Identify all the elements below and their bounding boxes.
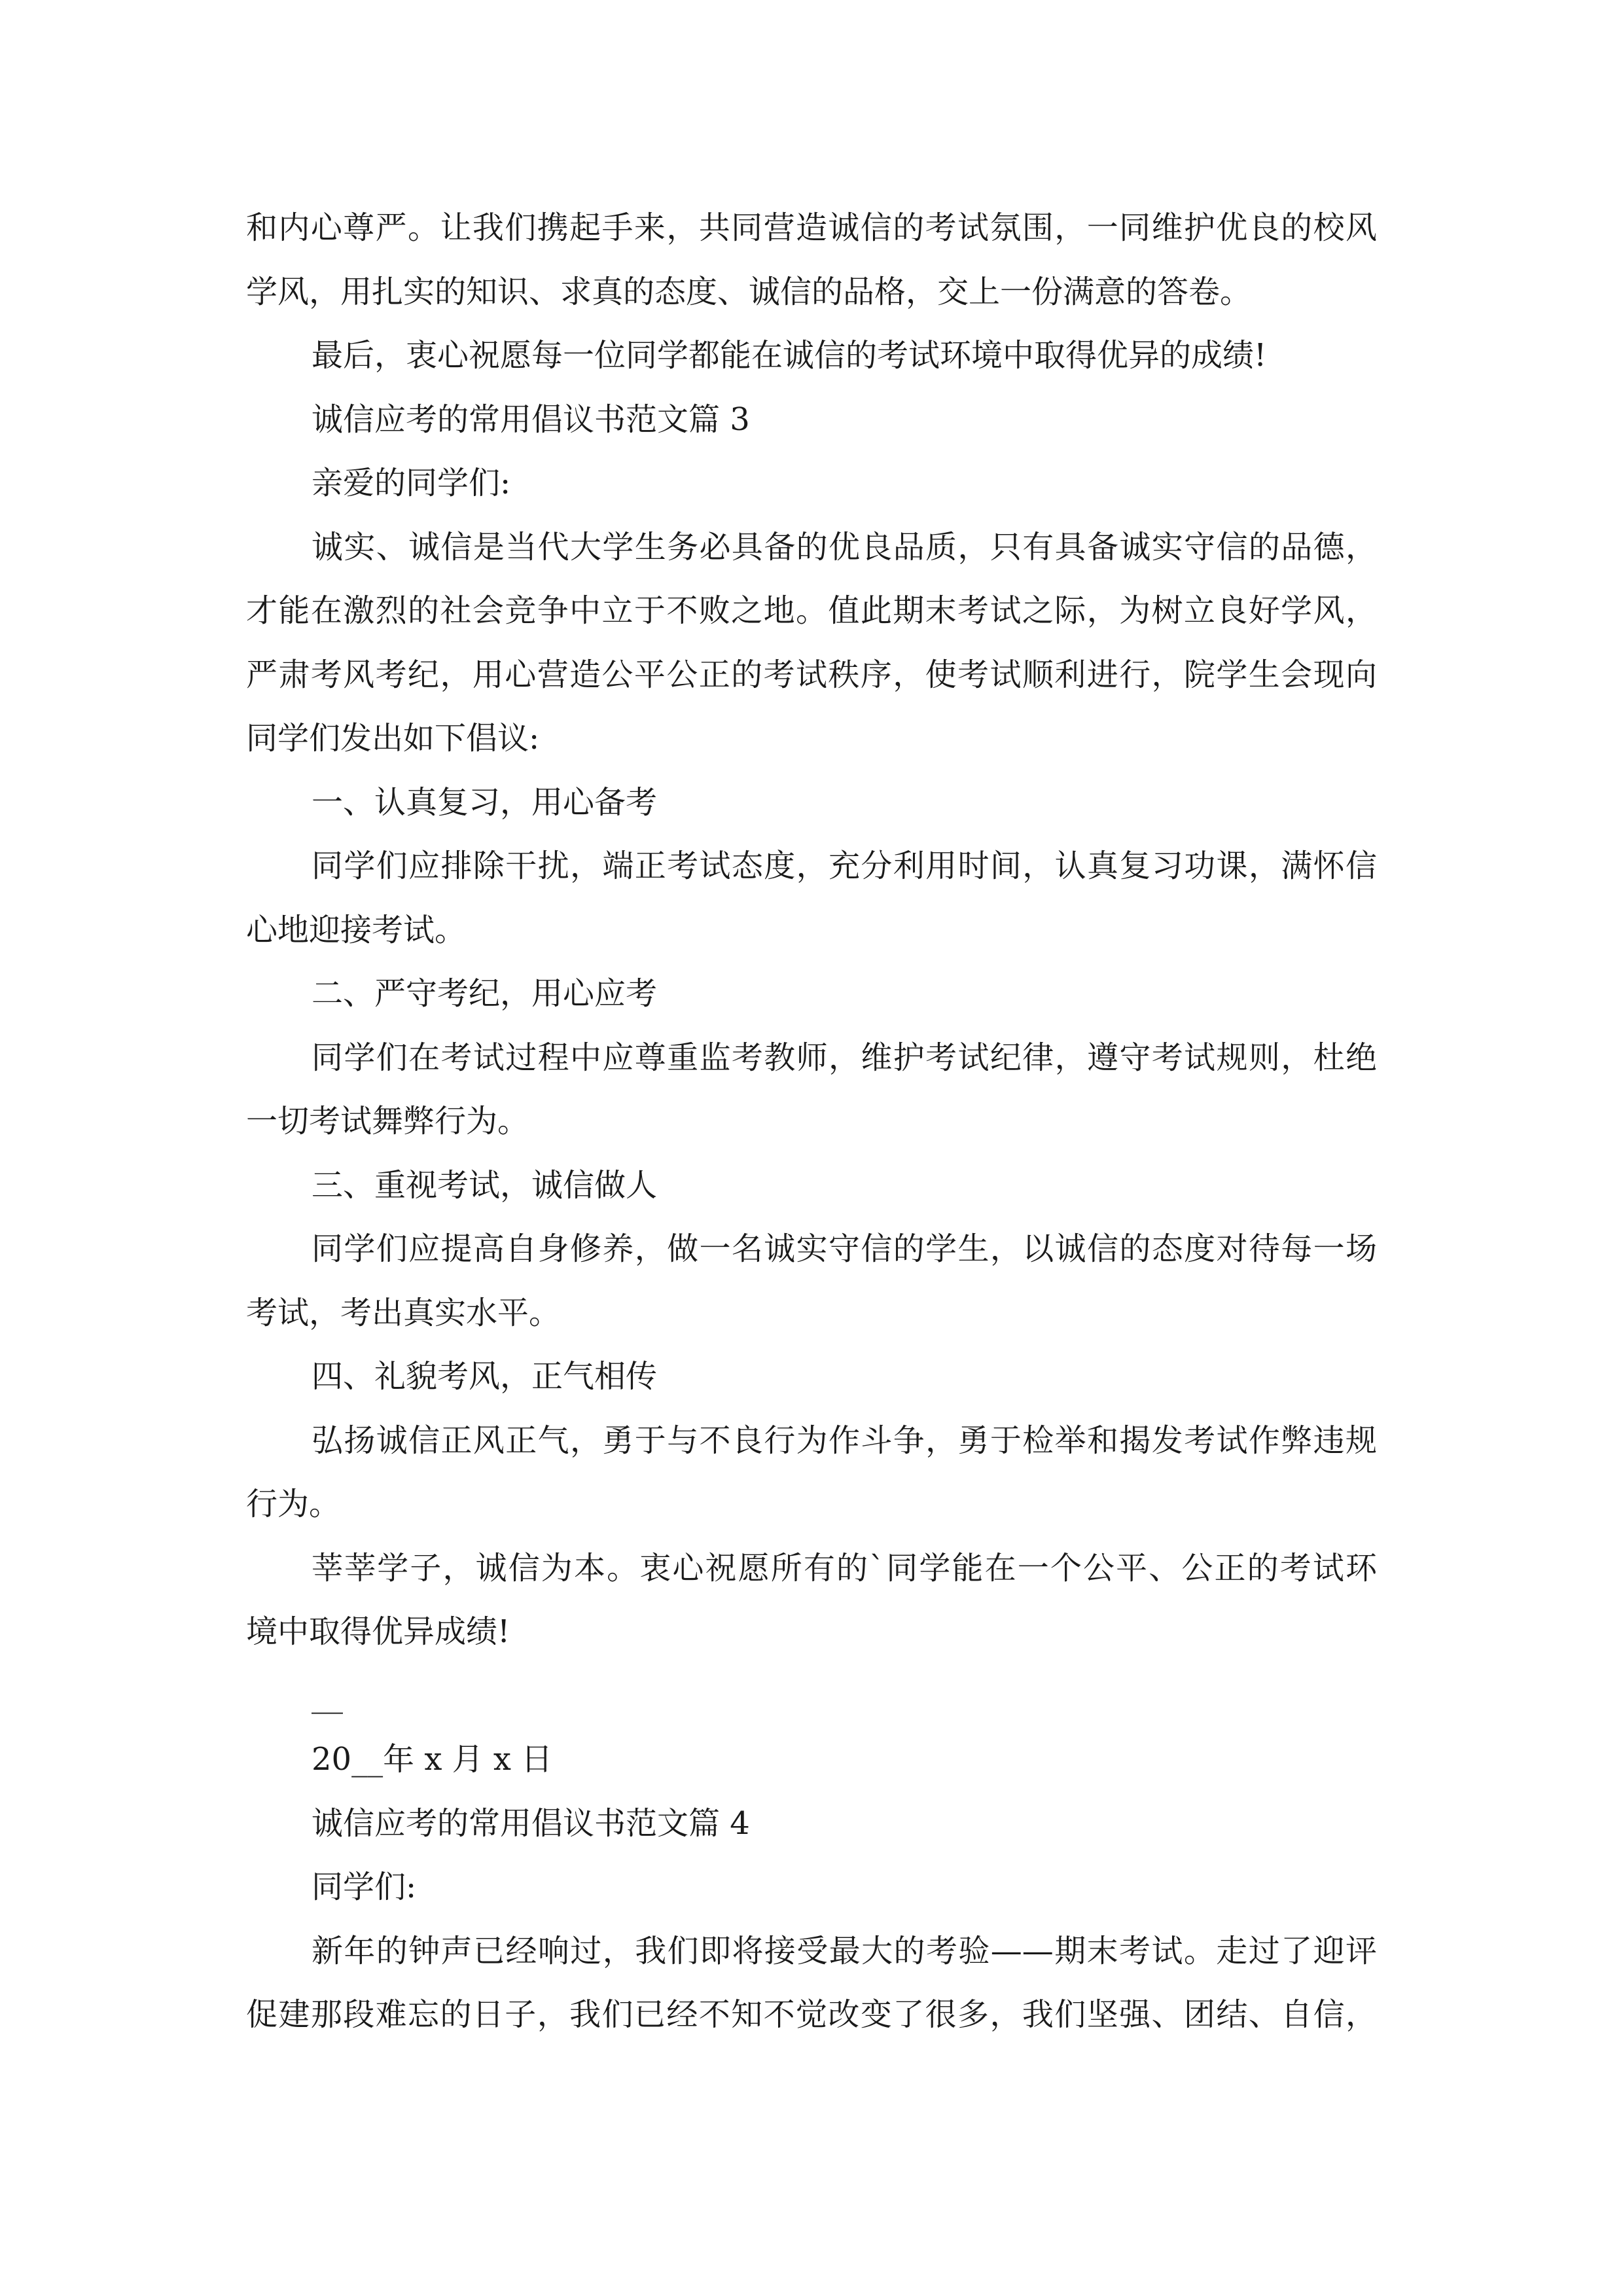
text-line: 和内心尊严。让我们携起手来，共同营造诚信的考试氛围，一同维护优良的校风 <box>246 209 1377 246</box>
point-heading: 一、认真复习，用心备考 <box>312 783 658 821</box>
text-line: 同学们应排除干扰，端正考试态度，充分利用时间，认真复习功课，满怀信 <box>312 848 1377 884</box>
text-line: 新年的钟声已经响过，我们即将接受最大的考验——期末考试。走过了迎评 <box>312 1932 1377 1969</box>
text-line: 莘莘学子，诚信为本。衷心祝愿所有的`同学能在一个公平、公正的考试环 <box>312 1549 1377 1587</box>
text-line: 诚实、诚信是当代大学生务必具备的优良品质，只有具备诚实守信的品德， <box>312 528 1377 565</box>
text-line: 弘扬诚信正风正气，勇于与不良行为作斗争，勇于检举和揭发考试作弊违规 <box>312 1422 1377 1459</box>
document-body <box>246 196 1377 2047</box>
text-line: 考试，考出真实水平。 <box>246 1294 561 1331</box>
text-line: 同学们应提高自身修养，做一名诚实守信的学生，以诚信的态度对待每一场 <box>312 1230 1377 1267</box>
text-line: 同学们在考试过程中应尊重监考教师，维护考试纪律，遵守考试规则，杜绝 <box>312 1039 1377 1076</box>
text-line: 一切考试舞弊行为。 <box>246 1103 529 1139</box>
point-heading: 三、重视考试，诚信做人 <box>312 1166 658 1204</box>
text-line: 境中取得优异成绩! <box>246 1613 510 1650</box>
text-line: 才能在激烈的社会竞争中立于不败之地。值此期末考试之际，为树立良好学风， <box>246 592 1377 629</box>
text-line: 学风，用扎实的知识、求真的态度、诚信的品格，交上一份满意的答卷。 <box>246 273 1252 310</box>
signature-line: __ <box>312 1677 343 1714</box>
text-line: 同学们发出如下倡议: <box>246 720 540 757</box>
point-heading: 四、礼貌考风，正气相传 <box>312 1358 658 1395</box>
text-line: 行为。 <box>246 1486 341 1522</box>
section-heading: 诚信应考的常用倡议书范文篇 3 <box>312 401 750 438</box>
point-heading: 二、严守考纪，用心应考 <box>312 975 658 1012</box>
salutation: 同学们: <box>312 1869 417 1905</box>
text-line: 严肃考风考纪，用心营造公平公正的考试秩序，使考试顺利进行，院学生会现向 <box>246 656 1377 693</box>
text-line: 心地迎接考试。 <box>246 911 467 948</box>
salutation: 亲爱的同学们: <box>312 465 511 501</box>
text-line: 促建那段难忘的日子，我们已经不知不觉改变了很多，我们坚强、团结、自信， <box>246 1996 1377 2033</box>
section-heading: 诚信应考的常用倡议书范文篇 4 <box>312 1804 750 1842</box>
text-line: 最后，衷心祝愿每一位同学都能在诚信的考试环境中取得优异的成绩! <box>312 337 1267 374</box>
date-line: 20__年 x 月 x 日 <box>312 1741 553 1778</box>
